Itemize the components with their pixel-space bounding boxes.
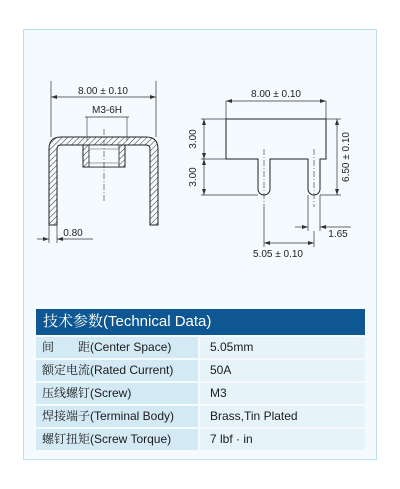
spec-label: 螺钉扭矩(Screw Torque): [36, 429, 198, 450]
dim-center-space: 5.05 ± 0.10: [253, 249, 303, 260]
spec-row-screw-torque: [36, 429, 365, 450]
spec-value: 50A: [200, 360, 365, 381]
dim-slot: 1.65: [328, 229, 348, 240]
technical-drawing: [23, 29, 377, 279]
left-view: [37, 81, 158, 243]
dim-thickness: 0.80: [63, 228, 83, 239]
dim-lower-height: 3.00: [188, 167, 199, 187]
dim-thread: M3-6H: [91, 105, 123, 116]
spec-label: 压线螺钉(Screw): [36, 383, 198, 404]
right-view: [188, 89, 352, 260]
dim-upper-height: 3.00: [188, 129, 199, 149]
spec-value: Brass,Tin Plated: [200, 406, 365, 427]
spec-table-title: 技术参数(Technical Data): [36, 309, 365, 335]
spec-value: M3: [200, 383, 365, 404]
dim-width-left: 8.00 ± 0.10: [78, 86, 128, 97]
spec-row-screw: [36, 383, 365, 404]
spec-label: 焊接端子(Terminal Body): [36, 406, 198, 427]
dim-total-height: 6.50 ± 0.10: [341, 132, 352, 182]
terminal-front: [226, 119, 326, 195]
spec-label: 间 距(Center Space): [36, 337, 198, 358]
spec-row-rated-current: [36, 360, 365, 381]
spec-row-terminal-body: [36, 406, 365, 427]
spec-label: 额定电流(Rated Current): [36, 360, 198, 381]
spec-row-center-space: [36, 337, 365, 358]
dim-width-right: 8.00 ± 0.10: [251, 89, 301, 100]
spec-table: [36, 337, 365, 452]
spec-value: 5.05mm: [200, 337, 365, 358]
spec-value: 7 lbf · in: [200, 429, 365, 450]
